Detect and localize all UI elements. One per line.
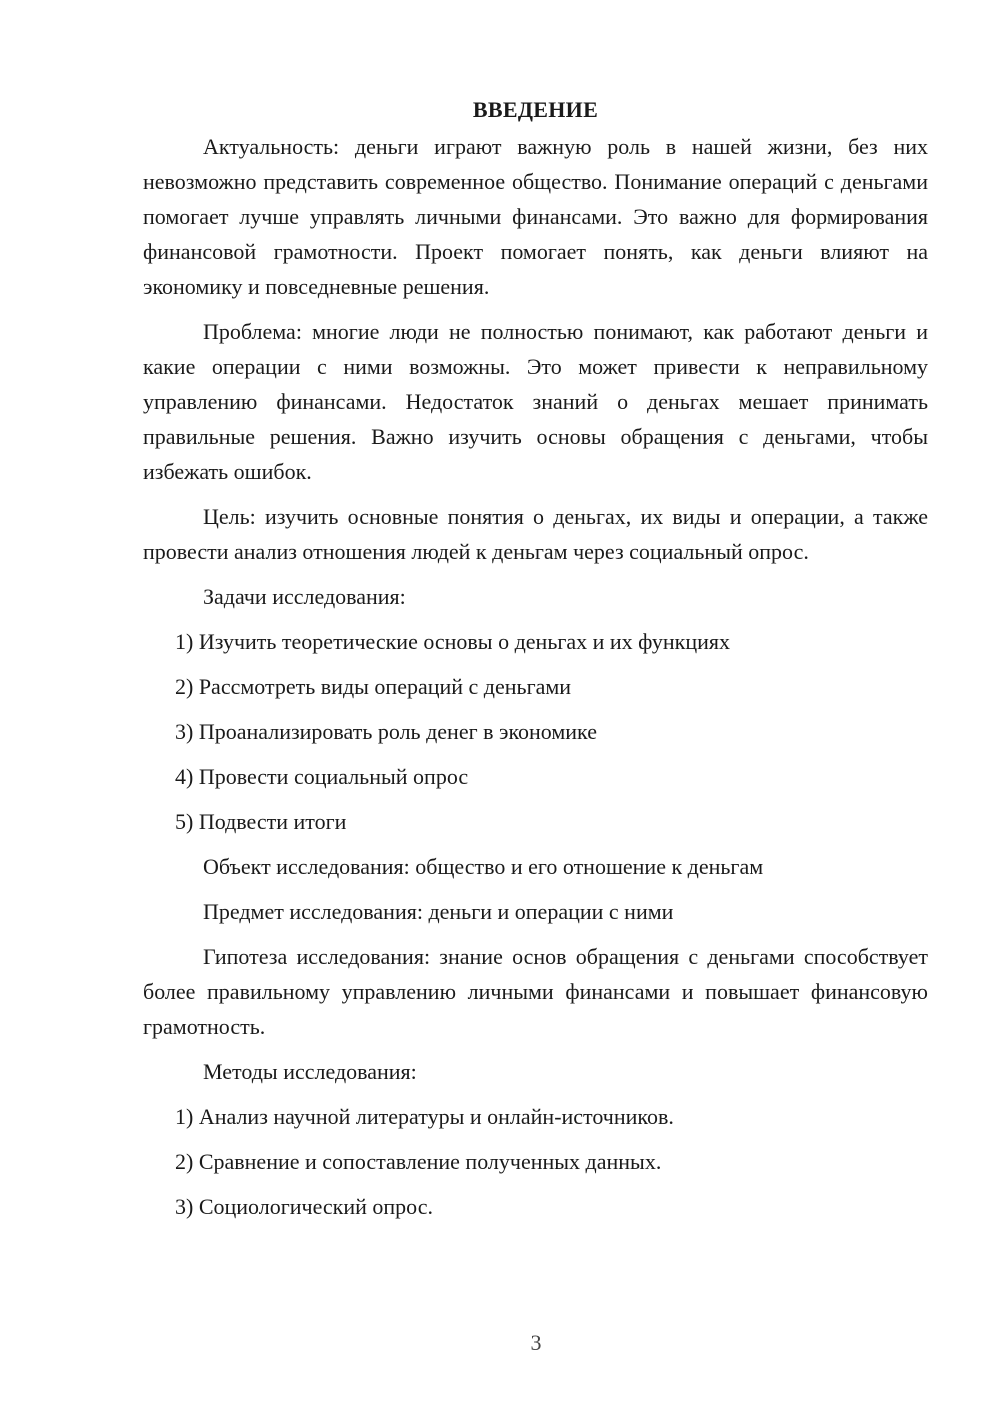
document-page xyxy=(143,92,928,1234)
methods-heading: Методы исследования: xyxy=(203,1059,417,1084)
list-item: 2) Сравнение и сопоставление полученных данных. xyxy=(175,1149,662,1174)
problem-paragraph: Проблема: многие люди не полностью понимают, как работают деньги и какие операции с ними возможны. Это может привести к неправильному управлению финансами. Недостаток знаний о деньгах мешает принимать правильные решения. Важно изучить основы обращения с деньгами, чтобы избежать ошибок. xyxy=(143,319,928,484)
list-item: 3) Проанализировать роль денег в экономике xyxy=(175,719,597,744)
list-item: 1) Анализ научной литературы и онлайн-источников. xyxy=(175,1104,674,1129)
list-item: 5) Подвести итоги xyxy=(175,809,347,834)
page-number: 3 xyxy=(530,1330,542,1355)
tasks-heading: Задачи исследования: xyxy=(203,584,406,609)
list-item: 1) Изучить теоретические основы о деньгах и их функциях xyxy=(175,629,731,654)
relevance-paragraph: Актуальность: деньги играют важную роль в нашей жизни, без них невозможно представить современное общество. Понимание операций с деньгами помогает лучше управлять личными финансами. Это важно для формирования финансовой грамотности. Проект помогает понять, как деньги влияют на экономику и повседневные решения. xyxy=(143,134,928,299)
list-item: 2) Рассмотреть виды операций с деньгами xyxy=(175,674,572,699)
research-subject: Предмет исследования: деньги и операции с ними xyxy=(203,899,674,924)
hypothesis-paragraph: Гипотеза исследования: знание основ обращения с деньгами способствует более правильному управлению личными финансами и повышает финансовую грамотность. xyxy=(143,944,928,1039)
research-object: Объект исследования: общество и его отношение к деньгам xyxy=(203,854,764,879)
goal-paragraph: Цель: изучить основные понятия о деньгах, их виды и операции, а также провести анализ отношения людей к деньгам через социальный опрос. xyxy=(143,504,928,564)
methods-list xyxy=(143,1099,928,1224)
tasks-list xyxy=(143,624,928,839)
list-item: 4) Провести социальный опрос xyxy=(175,764,469,789)
section-title: ВВЕДЕНИЕ xyxy=(472,97,599,122)
list-item: 3) Социологический опрос. xyxy=(175,1194,433,1219)
